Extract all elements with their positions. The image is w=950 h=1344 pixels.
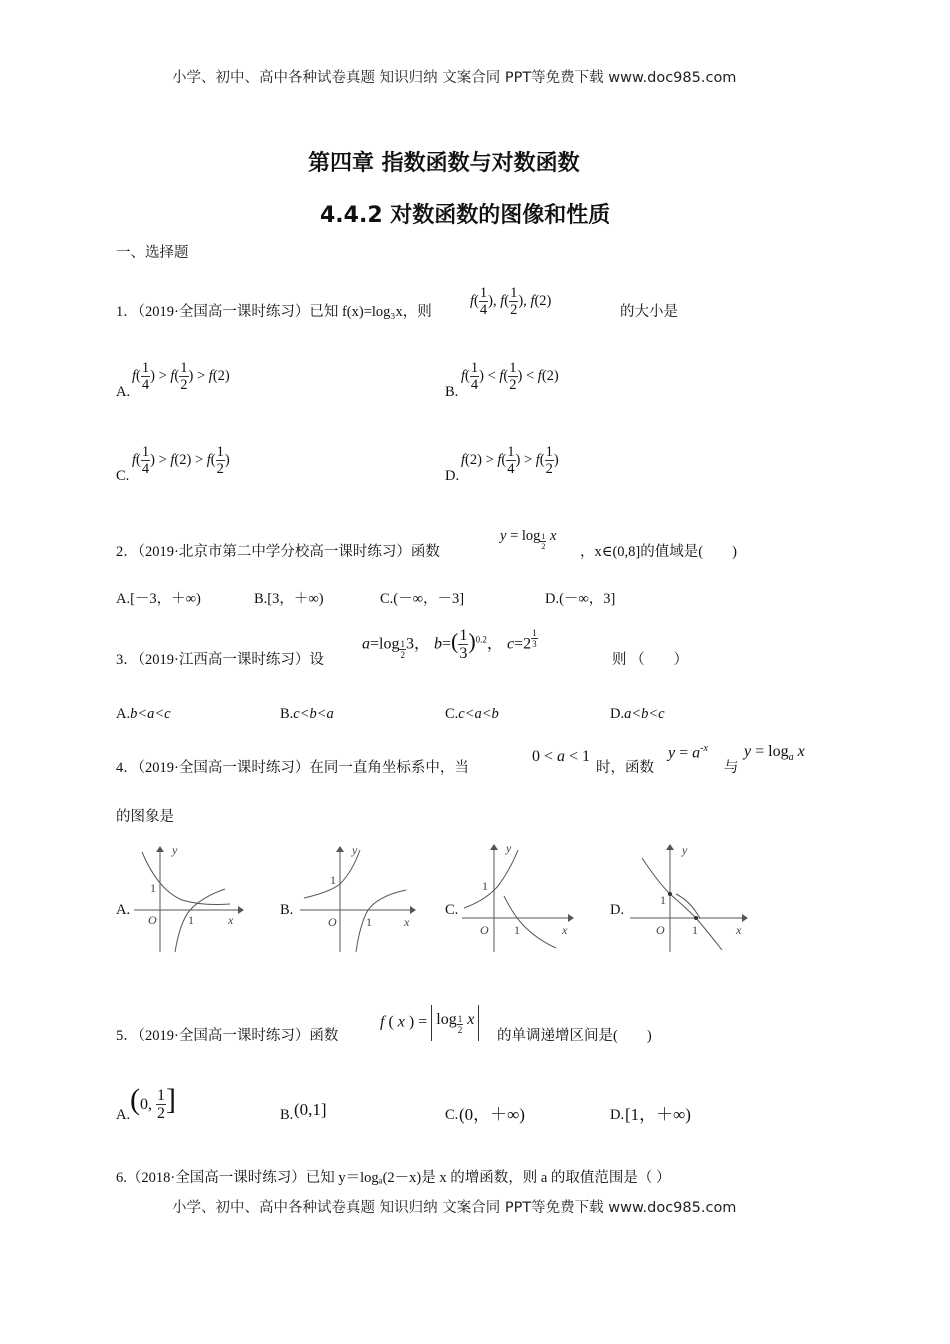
footer-banner: 小学、初中、高中各种试卷真题 知识归纳 文案合同 PPT等免费下载 www.doc985.com <box>172 1200 737 1216</box>
q4-graph-b <box>296 842 420 954</box>
section-label: 一、选择题 <box>116 245 189 261</box>
q1-option-c: f( $\frac{1}{4}$ ) > f(2) > f( $\frac{1}{2}$ ) <box>132 444 230 477</box>
q4a-one-y: 1 <box>150 881 156 895</box>
q4a-one-x: 1 <box>188 913 194 927</box>
q4-graph-a <box>130 842 246 954</box>
q2-stem: 2．（2019·北京市第二中学分校高一课时练习）函数 <box>116 544 440 560</box>
q3-option-c: C.c<a<b <box>445 706 499 722</box>
q1-option-b-label: B. <box>445 384 459 400</box>
q4-option-d-label: D. <box>610 902 625 918</box>
q4b-y-label: y <box>352 843 358 857</box>
q4b-one-x: 1 <box>366 915 372 929</box>
q3-option-b: B.c<b<a <box>280 706 334 722</box>
q4b-x-label: x <box>404 915 410 929</box>
q5-option-c: (0，＋∞) <box>459 1105 525 1124</box>
q4c-y-label: y <box>506 842 512 855</box>
q4-stem-end: 的图象是 <box>116 809 174 825</box>
q4d-x-label: x <box>736 923 742 937</box>
q1-option-d: f(2) > f( $\frac{1}{4}$ ) > f( $\frac{1}{2}$ ) <box>461 444 559 477</box>
q2-option-a: A.[－3，＋∞) <box>116 591 201 607</box>
q4-stem-mid2: 与 <box>724 760 739 776</box>
q3-option-d: D.a<b<c <box>610 706 665 722</box>
q4c-one-x: 1 <box>514 923 520 937</box>
q4-function-2: $y = \log_a x$ <box>744 743 805 764</box>
q4d-origin-label: O <box>656 923 665 937</box>
q6-stem: 6.（2018·全国高一课时练习）已知 y＝logₐ(2－x)是 x 的增函数，则 a 的取值范围是（ ） <box>116 1170 671 1186</box>
section-title: 4.4.2 对数函数的图像和性质 <box>320 203 611 228</box>
chapter-title: 第四章 指数函数与对数函数 <box>308 151 580 176</box>
q2-function: y = log $_{\frac{1}{2}}$ x <box>500 528 557 551</box>
q1-option-b: f( $\frac{1}{4}$ ) < f( $\frac{1}{2}$ ) < f(2) <box>461 360 559 393</box>
q3-expression: a=log $_{\frac{1}{2}}$ 3， b=( $\frac{1}{3}$ )$^{0.2}$， c=2 $^{\frac{1}{3}}$ <box>362 627 537 662</box>
q2-option-d: D.(－∞，3] <box>545 591 616 607</box>
q4d-one-y: 1 <box>660 893 666 907</box>
q5-option-d: [1，＋∞) <box>625 1105 691 1124</box>
q5-option-a-label: A. <box>116 1107 131 1123</box>
q1-expression: f( $\frac{1}{4}$ ), f( $\frac{1}{2}$ ), f(2) <box>470 285 552 318</box>
q4-option-b-label: B. <box>280 902 294 918</box>
q3-stem-end: 则 （ ） <box>612 652 689 668</box>
q4b-origin-label: O <box>328 915 337 929</box>
q4-option-a-label: A. <box>116 902 131 918</box>
q5-stem: 5．（2019·全国高一课时练习）函数 <box>116 1028 339 1044</box>
q5-option-b: (0,1] <box>294 1100 327 1119</box>
q1-stem: 1．（2019·全国高一课时练习）已知 f(x)=log₃x，则 <box>116 304 432 320</box>
q2-stem-end: ，x∈(0,8]的值域是( ) <box>580 544 737 560</box>
q4-graph-c <box>458 842 578 954</box>
q3-option-a: A.b<a<c <box>116 706 171 722</box>
q5-option-c-label: C. <box>445 1107 459 1123</box>
q5-function: f ( x ) = log $_{\frac{1}{2}}$ x <box>380 1005 479 1041</box>
q4d-y-label: y <box>682 843 688 857</box>
q4a-y-label: y <box>172 843 178 857</box>
q5-option-a: (0, $\frac{1}{2}$ ] <box>130 1083 176 1123</box>
q5-option-b-label: B. <box>280 1107 294 1123</box>
q1-option-c-label: C. <box>116 468 130 484</box>
q3-stem: 3．（2019·江西高一课时练习）设 <box>116 652 324 668</box>
q5-option-d-label: D. <box>610 1107 625 1123</box>
q1-option-a: f( $\frac{1}{4}$ ) > f( $\frac{1}{2}$ ) > f(2) <box>132 360 230 393</box>
q4a-x-label: x <box>228 913 234 927</box>
q4-stem: 4．（2019·全国高一课时练习）在同一直角坐标系中，当 <box>116 760 469 776</box>
q2-option-b: B.[3，＋∞) <box>254 591 324 607</box>
q4c-origin-label: O <box>480 923 489 937</box>
q4-option-c-label: C. <box>445 902 459 918</box>
q4-condition: 0 < a < 1 <box>532 748 591 765</box>
header-banner: 小学、初中、高中各种试卷真题 知识归纳 文案合同 PPT等免费下载 www.doc985.com <box>172 70 737 86</box>
q1-option-a-label: A. <box>116 384 131 400</box>
q2-option-c: C.(－∞，－3] <box>380 591 465 607</box>
q4a-origin-label: O <box>148 913 157 927</box>
q4-graph-d <box>626 842 750 954</box>
q1-option-d-label: D. <box>445 468 460 484</box>
q4c-one-y: 1 <box>482 879 488 893</box>
q4-stem-mid: 时，函数 <box>596 760 654 776</box>
q4-function-1: $y = a^{-x}$ <box>668 743 708 762</box>
q5-stem-end: 的单调递增区间是( ) <box>497 1028 652 1044</box>
q4c-x-label: x <box>562 923 568 937</box>
q4d-one-x: 1 <box>692 923 698 937</box>
q4b-one-y: 1 <box>330 873 336 887</box>
q1-stem-end: 的大小是 <box>620 304 678 320</box>
